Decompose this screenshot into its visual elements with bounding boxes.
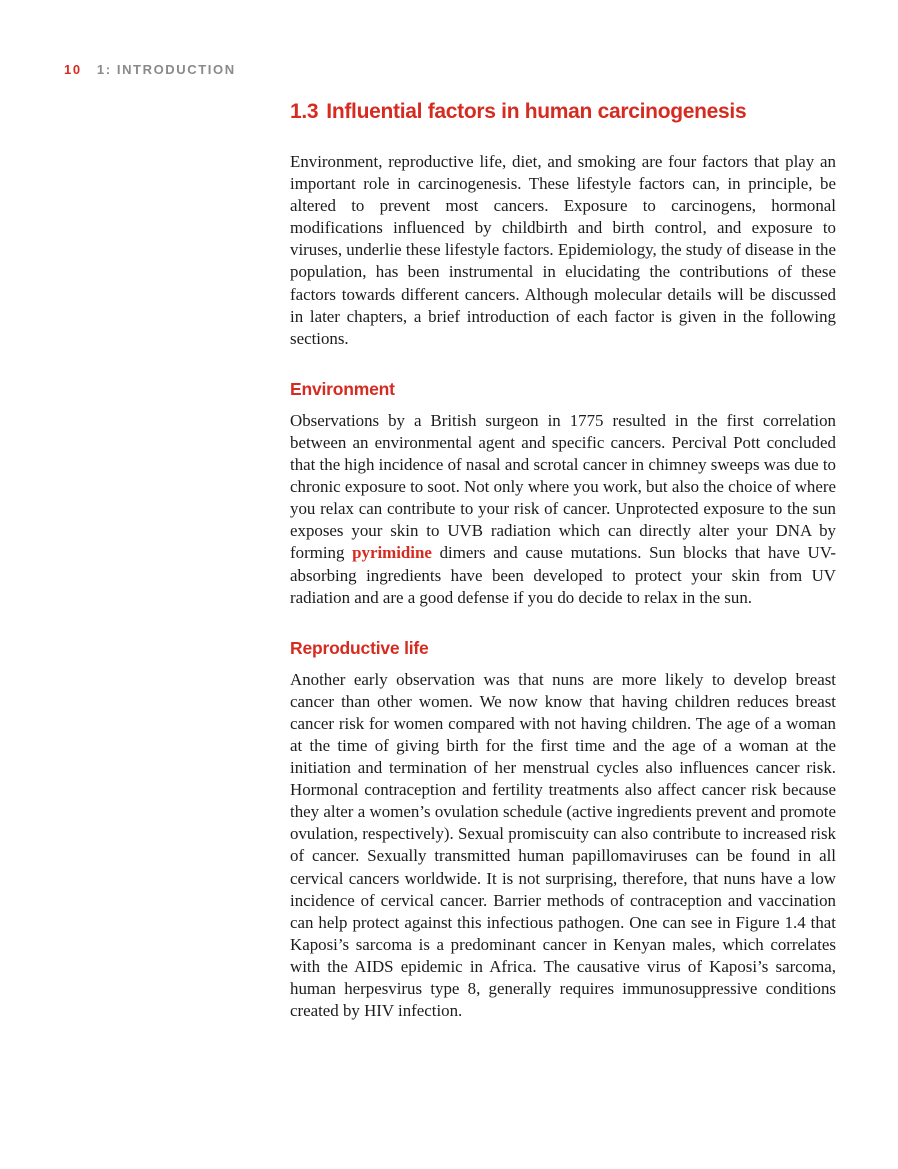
intro-paragraph: Environment, reproductive life, diet, and smoking are four factors that play an important role in carcinogenesis. These lifestyle factors can, in principle, be altered to prevent most cancers. Exposure to carcinogens, hormonal modifications influenced by childbirth and birth control, and exposure to viruses, underlie these lifestyle factors. Epidemiology, the study of disease in the population, has been instrumental in elucidating the contributions of these factors towards different cancers. Although molecular details will be discussed in later chapters, a brief introduction of each factor is given in the following sections. bbox=[290, 152, 836, 348]
environment-heading: Environment bbox=[290, 378, 395, 399]
chapter-label: 1: INTRODUCTION bbox=[96, 62, 236, 77]
environment-text-part-2: dimers and cause mutations. Sun blocks that have UV-absorbing ingredients have been developed to protect your skin from UV radiation and are a good defense if you do decide to relax in the sun. bbox=[290, 543, 837, 607]
section-title-text: Influential factors in human carcinogenesis bbox=[326, 100, 747, 123]
environment-text-part-1: Observations by a British surgeon in 1775 resulted in the first correlation between an environmental agent and specific cancers. Percival Pott concluded that the high incidence of nasal and scrotal cancer in chimney sweeps was due to chronic exposure to soot. Not only where you work, but also the choice of where you relax can contribute to your risk of cancer. Unprotected exposure to the sun exposes your skin to UVB radiation which can directly alter your DNA by forming bbox=[290, 410, 836, 563]
page-number: 10 bbox=[64, 62, 82, 77]
main-content bbox=[290, 98, 836, 1022]
reproductive-paragraph: Another early observation was that nuns are more likely to develop breast cancer than other women. We now know that having children reduces breast cancer risk for women compared with not having children. The age of a woman at the time of giving birth for the first time and the age of a woman at the initiation and termination of her menstrual cycles also influences cancer risk. Hormonal contraception and fertility treatments also affect cancer risk because they alter a women’s ovulation schedule (active ingredients prevent and promote ovulation, respectively). Sexual promiscuity can also contribute to increased risk of cancer. Sexually transmitted human papillomaviruses can be found in all cervical cancers worldwide. It is not surprising, therefore, that nuns have a low incidence of cervical cancer. Barrier methods of contraception and vaccination can help protect against this infectious pathogen. One can see in Figure 1.4 that Kaposi’s sarcoma is a predominant cancer in Kenyan males, which correlates with the AIDS epidemic in Africa. The causative virus of Kaposi’s sarcoma, human herpesvirus type 8, generally requires immunosuppressive conditions created by HIV infection. bbox=[290, 669, 836, 1021]
reproductive-heading: Reproductive life bbox=[290, 637, 429, 658]
section-title bbox=[290, 98, 836, 126]
running-head bbox=[64, 62, 236, 78]
pyrimidine-glossary-term: pyrimidine bbox=[352, 543, 432, 563]
environment-paragraph bbox=[290, 410, 836, 609]
section-number: 1.3 bbox=[290, 100, 319, 123]
